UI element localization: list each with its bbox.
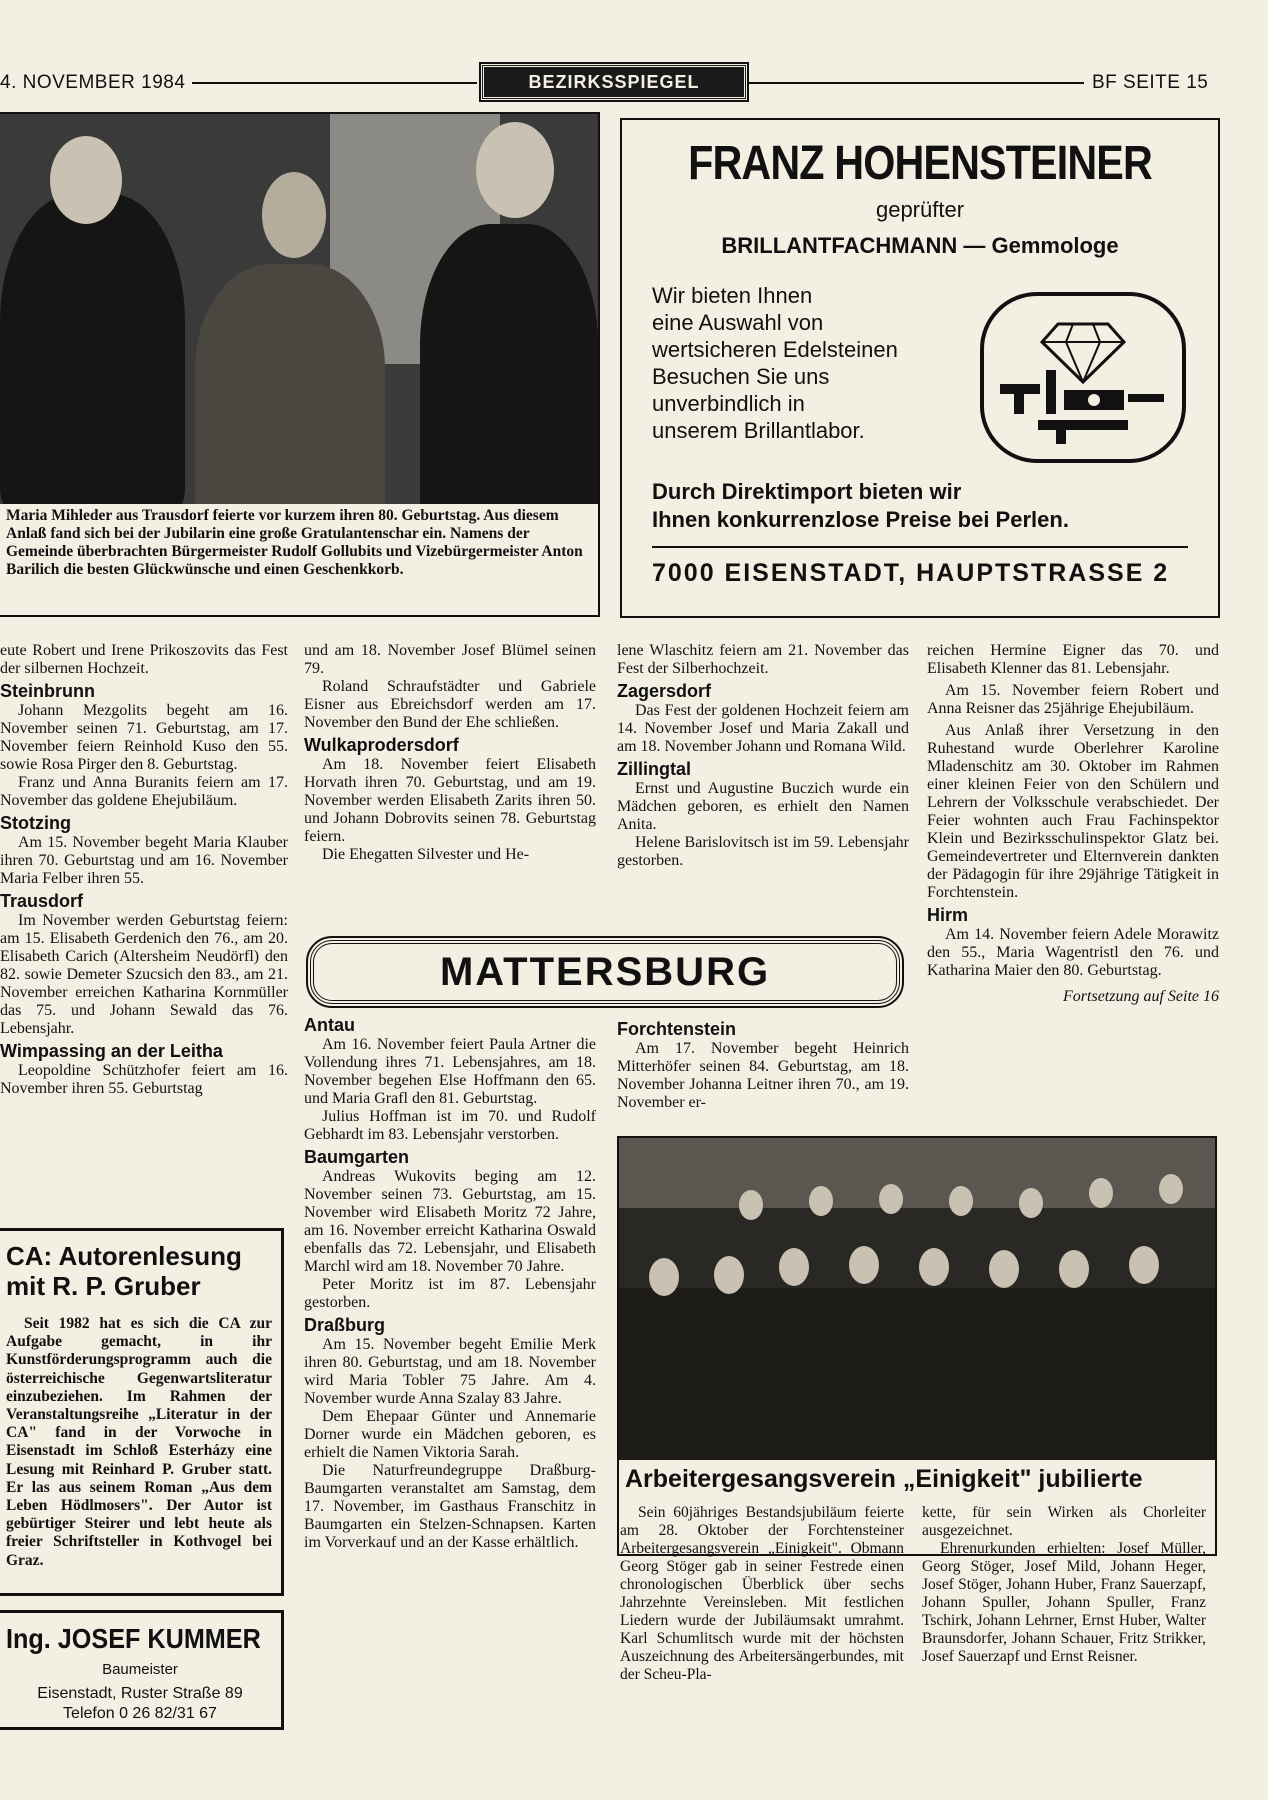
ad-hohensteiner-line2: BRILLANTFACHMANN — Gemmologe	[721, 233, 1119, 258]
choir-face	[989, 1250, 1019, 1288]
mayor-face	[50, 136, 122, 224]
choir-face	[849, 1246, 879, 1284]
col2-intro: und am 18. November Josef Blümel seinen 79.	[304, 642, 596, 677]
col2-para: Am 18. November feiert Elisabeth Horvath ihren 70. Geburtstag, und am 19. November werden Elisabeth Zarits ihren 50. und Johann Dobrovits seinen 78. Geburtstag feiern.	[304, 756, 596, 845]
choir-face	[879, 1184, 903, 1214]
choir-face	[1129, 1246, 1159, 1284]
col1-heading: Wimpassing an der Leitha	[0, 1041, 223, 1061]
col3-para: Ernst und Augustine Buczich wurde ein Mädchen geboren, es erhielt den Namen Anita.	[617, 780, 909, 833]
col3-para: Helene Barislovitsch ist im 59. Lebensjahr gestorben.	[617, 834, 909, 869]
ad-kummer	[0, 1610, 284, 1730]
ad-kummer-title: Baumeister	[102, 1661, 178, 1678]
header-date: 4. NOVEMBER 1984	[0, 72, 186, 93]
header-rule-right	[748, 82, 1084, 84]
ad-hohensteiner-name: FRANZ HOHENSTEINER	[688, 137, 1152, 190]
photo1-caption: Maria Mihleder aus Trausdorf feierte vor kurzem ihren 80. Geburtstag. Aus diesem Anlaß fand sich bei der Jubilarin eine große Gratulantenschar ein. Namens der Gemeinde überbrachten Bürgermeister Rudolf Gollubits und Vizebürgermeister Anton Barilich die besten Glückwünsche und einen Geschenkkorb.	[6, 507, 583, 578]
col1-para: Leopoldine Schützhofer feiert am 16. November ihren 55. Geburtstag	[0, 1062, 288, 1097]
ad-rule	[652, 546, 1188, 548]
matt-heading: Draßburg	[304, 1315, 385, 1335]
matt-para: Julius Hoffman ist im 70. und Rudolf Gebhardt im 83. Lebensjahr verstorben.	[304, 1108, 596, 1143]
ad-kummer-address: Eisenstadt, Ruster Straße 89	[37, 1685, 243, 1702]
choir-front-row	[619, 1288, 1215, 1460]
col2-intro: Roland Schraufstädter und Gabriele Eisner aus Ebreichsdorf werden am 17. November den Bund der Ehe schließen.	[304, 678, 596, 731]
ad-hohensteiner-line1: geprüfter	[875, 197, 965, 222]
col1-para: Franz und Anna Buranits feiern am 17. November das goldene Ehejubiläum.	[0, 774, 288, 809]
diamond-lab-icon	[978, 290, 1188, 465]
col2-para: Die Ehegatten Silvester und He-	[322, 846, 530, 863]
ad-body-line: unverbindlich in	[652, 391, 805, 416]
col1-heading: Stotzing	[0, 813, 71, 833]
matt-para: Am 15. November begeht Emilie Merk ihren 80. Geburtstag, und am 18. November wird Maria Tobler 75 Jahre. Am 4. November wurde Anna Szalay 83 Jahre.	[304, 1336, 596, 1407]
column-4	[927, 642, 1219, 1006]
choir-headline: Arbeitergesangsverein „Einigkeit" jubilierte	[625, 1465, 1143, 1493]
choir-face	[1089, 1178, 1113, 1208]
ca-article-title: CA: Autorenlesung mit R. P. Gruber	[6, 1241, 242, 1301]
col4-heading: Hirm	[927, 905, 969, 925]
col3-heading: Zillingtal	[617, 759, 691, 779]
mattersburg-column-2	[617, 1016, 909, 1112]
choir-face	[739, 1190, 763, 1220]
matt-para: Am 16. November feiert Paula Artner die Vollendung ihres 71. Lebensjahres, am 18. November begehen Else Hoffmann den 65. und Maria Grafl den 81. Geburtstag.	[304, 1036, 596, 1107]
ad-kummer-phone: Telefon 0 26 82/31 67	[63, 1705, 217, 1722]
choir-face	[1159, 1174, 1183, 1204]
col4-para: Am 15. November feiern Robert und Anna Reisner das 25jährige Ehejubiläum.	[927, 682, 1219, 717]
header-rule-left	[192, 82, 477, 84]
col1-para: Im November werden Geburtstag feiern: am 15. Elisabeth Gerdenich den 76., am 20. Elisabeth Carich (Altersheim Neudörfl) den 82. sowie Demeter Szucsich den 83., am 21. November erreichen Katharina Kornmüller das 75. und Johann Sewald das 76. Lebensjahr.	[0, 912, 288, 1037]
choir-face	[949, 1186, 973, 1216]
choir-photo	[619, 1138, 1215, 1460]
col3-heading: Zagersdorf	[617, 681, 712, 701]
col4-intro: reichen Hermine Eigner das 70. und Elisabeth Klenner das 81. Lebensjahr.	[927, 642, 1219, 677]
ad-hohensteiner-offer-1: Durch Direktimport bieten wir	[652, 479, 962, 504]
col4-para: Aus Anlaß ihrer Versetzung in den Ruhestand wurde Oberlehrer Karoline Mladenschitz am 30. Oktober im Rahmen einer kleinen Feier von den Schülern und Lehrern der Volksschule verabschiedet. Der Feier wohnten auch Frau Fachinspektor Klein und Bezirksschulinspektor Glatz bei. Gemeindevertreter und Elternverein dankten der Pädagogin für ihre 29jährige Tätigkeit in Forchtenstein.	[927, 722, 1219, 901]
col3-intro: lene Wlaschitz feiern am 21. November das Fest der Silberhochzeit.	[617, 642, 909, 677]
mayor-figure	[0, 194, 185, 504]
matt-para: Andreas Wukovits beging am 12. November seinen 73. Geburtstag, am 15. November wird Elisabeth Moritz 72 Jahre, am 16. November erreicht Katharina Oswald ebenfalls das 72. Lebensjahr, und Elisabeth Marchl wird am 18. November 70 Jahre.	[304, 1168, 596, 1275]
col1-heading: Steinbrunn	[0, 681, 95, 701]
ad-body-line: wertsicheren Edelsteinen	[652, 337, 898, 362]
matt-heading: Forchtenstein	[617, 1019, 737, 1039]
choir-face	[919, 1248, 949, 1286]
vice-mayor-face	[476, 122, 554, 218]
photo1-box	[0, 112, 600, 617]
matt-para: Die Naturfreundegruppe Draßburg-Baumgarten veranstaltet am Samstag, dem 17. November, im Gasthaus Franschitz in Baumgarten ein Stelzen-Schnapsen. Karten im Vorverkauf und an der Kasse erhältlich.	[304, 1462, 596, 1551]
ca-article-box	[0, 1228, 284, 1596]
choir-face	[809, 1186, 833, 1216]
matt-para: Am 17. November begeht Heinrich Mitterhöfer seinen 84. Geburtstag, am 18. November Johanna Leitner ihren 70., am 19. November er-	[617, 1040, 909, 1111]
jubilarin-face	[262, 172, 326, 258]
matt-para: Peter Moritz ist im 87. Lebensjahr gestorben.	[304, 1276, 596, 1311]
choir-para: Sein 60jähriges Bestandsjubiläum feierte am 28. Oktober der Forchtensteiner Arbeitergesangsverein „Einigkeit". Obmann Georg Stöger gab in seiner Festrede einen chronologischen Überblick über sechs Jahrzehnte Vereinsleben. Mit festlichen Liedern wurde der Jubiläumsakt umrahmt. Karl Schumlitsch wurde mit der höchsten Auszeichnung des Arbeitersängerbundes, mit der Scheu-Pla-	[620, 1504, 904, 1683]
jubilarin-figure	[195, 264, 385, 504]
choir-face	[1019, 1188, 1043, 1218]
ad-hohensteiner-body	[652, 282, 982, 444]
col1-heading: Trausdorf	[0, 891, 84, 911]
choir-face	[1059, 1250, 1089, 1288]
continued-note: Fortsetzung auf Seite 16	[1063, 988, 1219, 1005]
ca-article-body: Seit 1982 hat es sich die CA zur Aufgabe gemacht, in ihr Kunstförderungsprogramm auch die österreichische Gegenwartsliteratur einzubeziehen. Im Rahmen der Veranstaltungsreihe „Literatur in der CA" fand in der Vorwoche in Eisenstadt im Schloß Esterházy eine Lesung mit Reinhard P. Gruber statt. Er las aus seinem Roman „Aus dem Leben Hödlmosers". Der Autor ist gebürtiger Steirer und lebt heute als freier Schriftsteller in Kothvogel bei Graz.	[6, 1315, 272, 1569]
col3-para: Das Fest der goldenen Hochzeit feiern am 14. November Josef und Maria Zakall und am 18. November Johann und Romana Wild.	[617, 702, 909, 755]
choir-face	[649, 1258, 679, 1296]
mattersburg-banner: MATTERSBURG	[310, 940, 900, 1004]
choir-box	[617, 1136, 1217, 1556]
ad-body-line: Besuchen Sie uns	[652, 364, 830, 389]
ad-body-line: unserem Brillantlabor.	[652, 418, 865, 443]
col1-para: Johann Mezgolits begeht am 16. November seinen 71. Geburtstag, am 17. November feiern Reinhold Kuso den 55. sowie Rosa Pirger den 8. Geburtstag.	[0, 702, 288, 773]
choir-face	[714, 1256, 744, 1294]
col2-heading: Wulkaprodersdorf	[304, 735, 459, 755]
choir-face	[779, 1248, 809, 1286]
column-3	[617, 642, 909, 870]
ad-body-line: eine Auswahl von	[652, 310, 824, 335]
vice-mayor-figure	[420, 224, 598, 504]
ad-hohensteiner	[620, 118, 1220, 618]
ad-hohensteiner-offer-2: Ihnen konkurrenzlose Preise bei Perlen.	[652, 507, 1069, 532]
col4-para: Am 14. November feiern Adele Morawitz den 55., Maria Wagentristl den 76. und Katharina Maier den 80. Geburtstag.	[927, 926, 1219, 979]
choir-para: kette, für sein Wirken als Chorleiter ausgezeichnet.	[922, 1504, 1206, 1539]
column-1	[0, 642, 288, 1098]
choir-para: Ehrenurkunden erhielten: Josef Müller, Georg Stöger, Josef Mild, Johann Heger, Josef Stöger, Johann Huber, Franz Sauerzapf, Johann Spuller, Johann Spuller, Franz Tschirk, Johann Lehrner, Ernst Huber, Walter Braunsdorfer, Johann Schauer, Fritz Strikker, Josef Sauerzapf und Ernst Reisner.	[922, 1540, 1206, 1665]
matt-heading: Baumgarten	[304, 1147, 410, 1167]
ad-hohensteiner-address: 7000 EISENSTADT, HAUPTSTRASSE 2	[652, 559, 1170, 587]
col1-intro: eute Robert und Irene Prikoszovits das Fest der silbernen Hochzeit.	[0, 642, 288, 677]
mattersburg-column-1	[304, 1016, 596, 1552]
ad-kummer-name: Ing. JOSEF KUMMER	[6, 1623, 261, 1654]
choir-column-1	[620, 1504, 904, 1684]
header-page: BF SEITE 15	[1092, 72, 1209, 93]
section-badge: BEZIRKSSPIEGEL	[481, 64, 747, 100]
col1-para: Am 15. November begeht Maria Klauber ihren 70. Geburtstag und am 16. November Maria Felber ihren 55.	[0, 834, 288, 887]
matt-para: Dem Ehepaar Günter und Annemarie Dorner wurde ein Mädchen geboren, es erhielt die Namen Viktoria Sarah.	[304, 1408, 596, 1461]
choir-column-2	[922, 1504, 1206, 1666]
ad-body-line: Wir bieten Ihnen	[652, 283, 813, 308]
matt-heading: Antau	[304, 1015, 355, 1035]
birthday-photo	[0, 114, 598, 504]
column-2	[304, 642, 596, 864]
